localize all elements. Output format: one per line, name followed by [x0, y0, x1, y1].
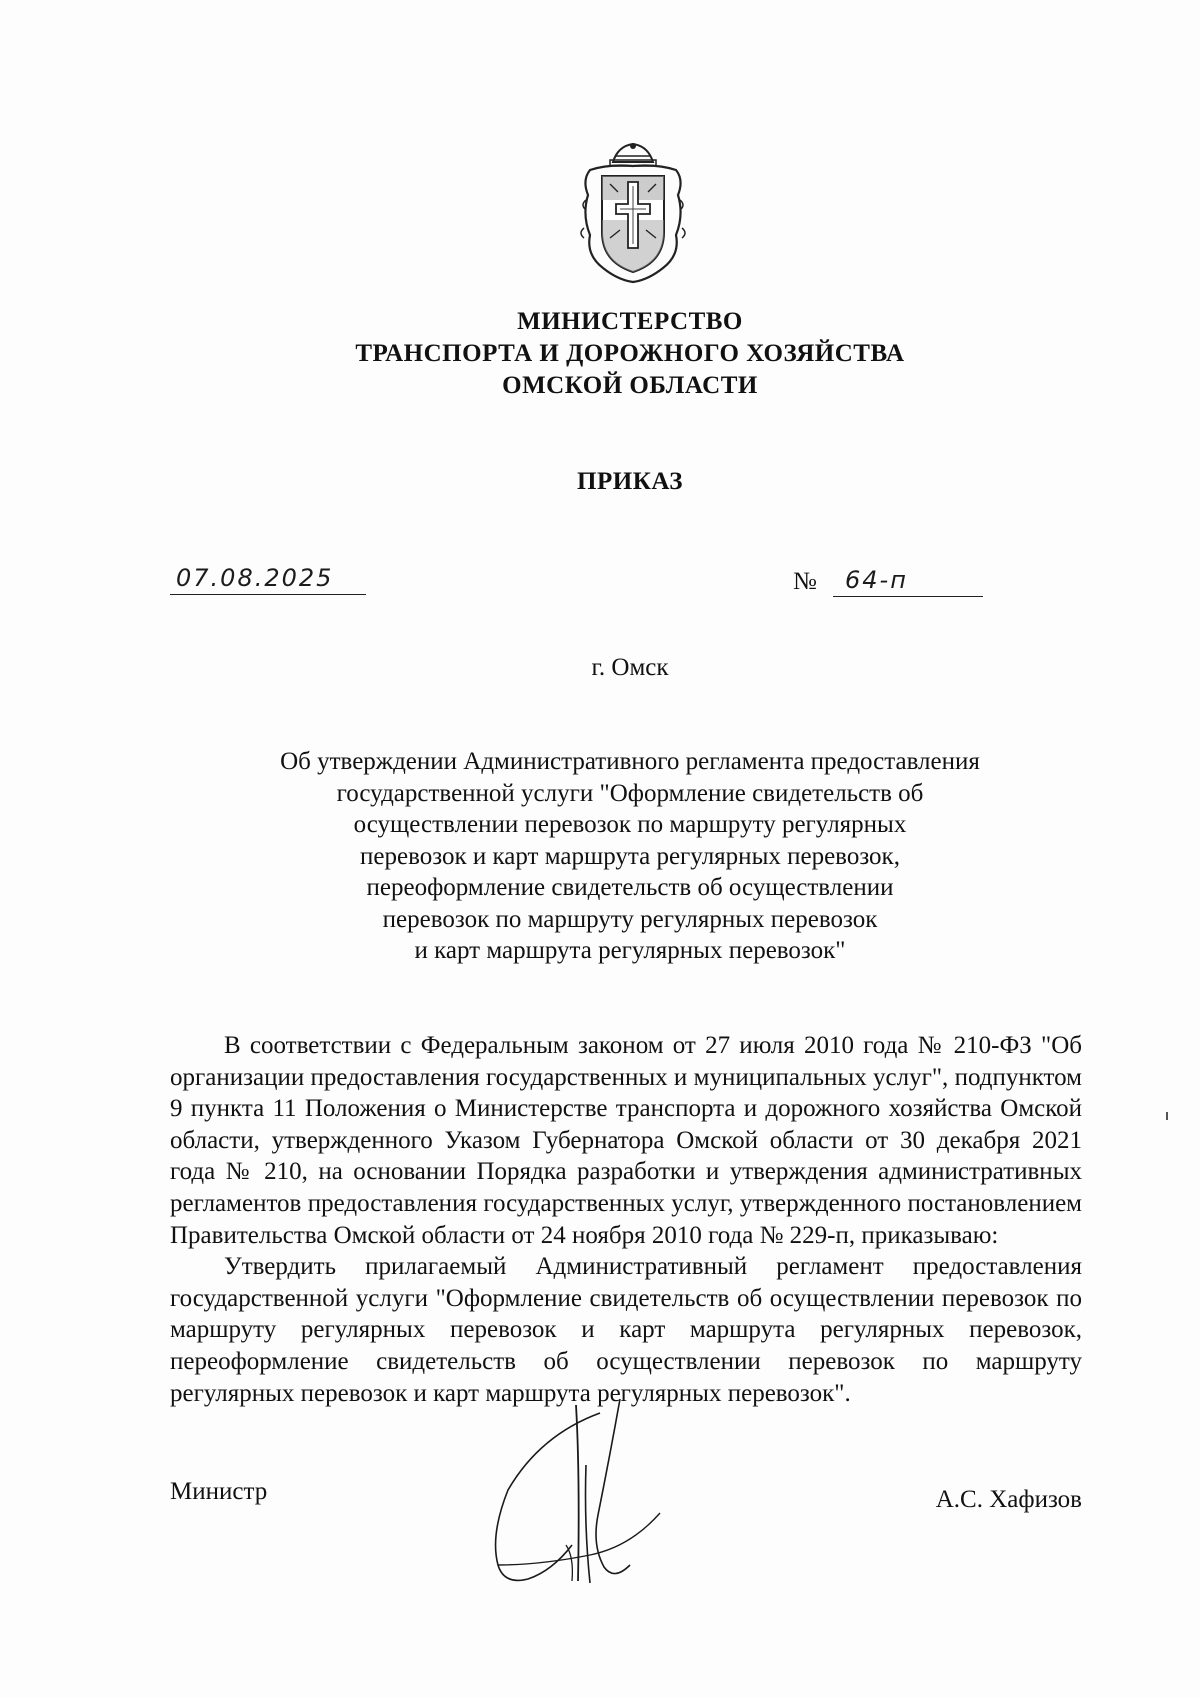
signatory-name: А.С. Хафизов: [935, 1486, 1082, 1513]
ministry-line-2: ТРАНСПОРТА И ДОРОЖНОГО ХОЗЯЙСТВА: [355, 340, 905, 367]
handwritten-signature-icon: [480, 1395, 700, 1590]
order-date-field: [170, 560, 366, 595]
subject-line: государственной услуги "Оформление свидетельств об: [336, 779, 924, 807]
subject-line: переоформление свидетельств об осуществлении: [366, 874, 894, 901]
city-name: г. Омск: [591, 654, 669, 681]
ministry-name: [0, 306, 1200, 402]
order-number: 64-п: [845, 566, 908, 594]
document-type-title: ПРИКАЗ: [577, 468, 683, 495]
subject-line: перевозок по маршруту регулярных перевозок: [382, 905, 878, 933]
signatory-role: Министр: [170, 1478, 268, 1505]
subject-line: перевозок и карт маршрута регулярных перевозок,: [360, 842, 900, 870]
body-paragraph-decision: Утвердить прилагаемый Административный регламент предоставления государственной услуги "Оформление свидетельств об осуществлении перевозок по маршруту регулярных перевозок и карт маршрута регулярных перевозок, переоформление свидетельств об осуществлении перевозок по маршруту регулярных перевозок и карт маршрута регулярных перевозок".: [170, 1253, 1082, 1407]
ministry-line-3: ОМСКОЙ ОБЛАСТИ: [502, 372, 758, 399]
subject-line: Об утверждении Административного регламента предоставления: [280, 748, 980, 775]
omsk-coat-of-arms-icon: [578, 140, 688, 285]
order-subject: [240, 746, 1020, 967]
scan-artifact: [1166, 1112, 1168, 1120]
ministry-line-1: МИНИСТЕРСТВО: [517, 308, 743, 335]
order-body: [170, 1030, 1082, 1409]
subject-line: и карт маршрута регулярных перевозок": [414, 937, 846, 964]
subject-line: осуществлении перевозок по маршруту регулярных: [353, 811, 907, 838]
order-date: 07.08.2025: [176, 564, 334, 592]
body-paragraph-preamble: В соответствии с Федеральным законом от 27 июля 2010 года № 210-ФЗ "Об организации предоставления государственных и муниципальных услуг", подпунктом 9 пункта 11 Положения о Министерстве транспорта и дорожного хозяйства Омской области, утвержденного Указом Губернатора Омской области от 30 декабря 2021 года № 210, на основании Порядка разработки и утверждения административных регламентов предоставления государственных услуг, утвержденного постановлением Правительства Омской области от 24 ноября 2010 года № 229-п, приказываю:: [170, 1032, 1082, 1249]
number-sign: №: [793, 568, 817, 595]
order-number-line: [833, 564, 983, 597]
